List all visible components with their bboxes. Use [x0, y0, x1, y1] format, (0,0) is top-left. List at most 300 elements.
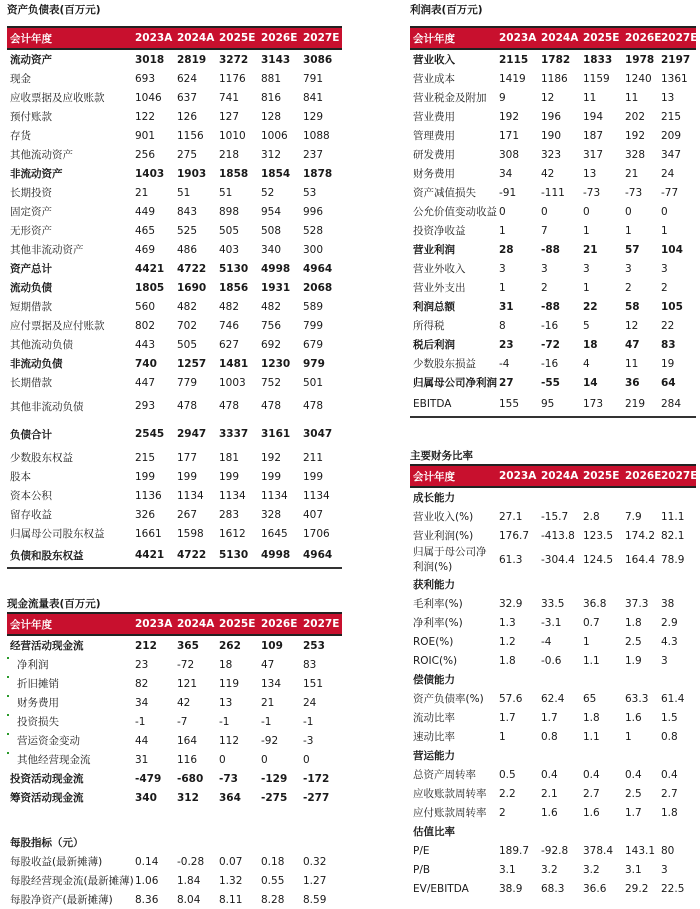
row-value: 12: [625, 319, 639, 332]
row-value: 21: [261, 696, 275, 709]
row-value: [538, 670, 580, 689]
row-value: 4998: [258, 543, 300, 568]
row-label: 现金: [10, 73, 31, 85]
row-value: 22: [583, 300, 598, 313]
row-value: 3272: [219, 53, 249, 66]
row-value: 2: [661, 281, 668, 294]
row-value: 3: [541, 262, 548, 275]
row-value: 155: [496, 392, 538, 417]
row-value: 47: [625, 338, 640, 351]
table-row: [410, 841, 696, 860]
cash-flow-table: [7, 612, 342, 807]
row-value: 61.4: [661, 692, 685, 705]
row-label: 筹资活动现金流: [10, 792, 84, 804]
row-label: 每股净资产(最新摊薄): [10, 894, 113, 906]
table-row: [410, 183, 696, 202]
row-value: 126: [177, 110, 198, 123]
row-value: 275: [177, 148, 198, 161]
row-value: 0: [303, 753, 310, 766]
row-value: [496, 822, 538, 841]
table-row: [410, 126, 696, 145]
table-row: [7, 221, 342, 240]
row-value: 3.2: [583, 863, 600, 876]
row-value: 9: [499, 91, 506, 104]
row-label: 短期借款: [10, 301, 52, 313]
table-row: [410, 746, 696, 765]
row-value: 24: [661, 167, 675, 180]
row-value: 124.5: [583, 554, 614, 566]
row-value: 5130: [219, 262, 249, 275]
row-value: 501: [303, 376, 324, 389]
row-value: 13: [583, 167, 597, 180]
row-label: EBITDA: [410, 392, 496, 417]
row-value: 996: [303, 205, 324, 218]
row-label: 留存收益: [10, 509, 52, 521]
row-label: 营业成本: [413, 73, 455, 85]
table-row: [410, 297, 696, 316]
table-row: [410, 487, 696, 507]
row-value: 2.5: [625, 787, 642, 800]
row-value: 2.1: [541, 787, 558, 800]
row-value: 3: [625, 262, 632, 275]
row-value: 478: [261, 400, 282, 412]
row-value: 449: [135, 205, 156, 218]
row-label: 所得税: [413, 320, 445, 332]
row-value: 0: [499, 205, 506, 218]
row-value: 505: [219, 224, 240, 237]
row-value: 283: [219, 508, 240, 521]
cash-flow-body: [7, 635, 342, 807]
header-cell: 会计年度: [410, 27, 496, 49]
row-label: 其他经营现金流: [7, 750, 132, 769]
row-value: 7: [541, 224, 548, 237]
row-value: 0.4: [661, 768, 678, 781]
row-value: 104: [661, 243, 683, 256]
row-label: P/B: [413, 863, 431, 876]
row-value: [538, 575, 580, 594]
row-label: 每股收益(最新摊薄): [10, 856, 103, 868]
row-value: 881: [261, 72, 282, 85]
row-value: 1134: [177, 489, 204, 502]
table-header-row: [7, 27, 342, 49]
row-value: -0.28: [177, 855, 205, 868]
row-value: 18: [583, 338, 598, 351]
header-cell: 2027E: [300, 27, 342, 49]
row-value: 4421: [135, 262, 165, 275]
row-value: 47: [261, 658, 275, 671]
row-value: 791: [303, 72, 324, 85]
row-value: 4: [583, 357, 590, 370]
cash-flow-panel: [7, 596, 342, 909]
row-value: 1.3: [499, 616, 516, 629]
row-label: 速动比率: [413, 731, 455, 743]
table-header-row: [410, 27, 696, 49]
row-value: 1.7: [625, 806, 642, 819]
row-label: 存货: [10, 130, 31, 142]
row-value: 38: [661, 597, 675, 610]
row-value: 34: [135, 696, 149, 709]
row-value: 525: [177, 224, 198, 237]
row-value: 1805: [135, 281, 165, 294]
table-header-row: [410, 465, 696, 487]
table-row: [7, 373, 342, 392]
row-value: 8.04: [177, 893, 201, 906]
row-value: 181: [219, 451, 240, 464]
row-value: -92: [261, 734, 279, 747]
row-value: 1.6: [583, 806, 600, 819]
header-cell: 2026E: [622, 27, 658, 49]
row-value: 129: [303, 110, 324, 123]
row-value: 1.8: [625, 616, 642, 629]
row-value: 1.06: [135, 874, 159, 887]
row-value: 119: [219, 677, 240, 690]
row-value: 741: [219, 91, 240, 104]
row-value: 1134: [219, 489, 246, 502]
table-row: [410, 670, 696, 689]
row-value: 34: [499, 167, 513, 180]
table-row: [410, 651, 696, 670]
row-value: 63.3: [625, 692, 649, 705]
row-value: 1.7: [541, 711, 558, 724]
row-value: 3337: [219, 428, 249, 440]
row-value: 11: [625, 91, 639, 104]
row-value: 219: [622, 392, 658, 417]
row-label: 固定资产: [10, 206, 52, 218]
row-value: 0: [219, 753, 226, 766]
row-value: 1.9: [625, 654, 642, 667]
row-value: 14: [583, 376, 598, 389]
row-label: 折旧摊销: [7, 674, 132, 693]
row-value: 317: [583, 148, 604, 161]
row-value: 262: [219, 639, 241, 652]
row-value: -92.8: [541, 844, 569, 857]
row-value: 65: [583, 692, 597, 705]
row-value: -91: [499, 186, 517, 199]
row-value: 693: [135, 72, 156, 85]
row-value: 1: [583, 281, 590, 294]
row-value: 1833: [583, 53, 613, 66]
row-value: 323: [541, 148, 562, 161]
row-value: -129: [261, 772, 288, 785]
row-label: 税后利润: [413, 339, 455, 351]
row-value: 62.4: [541, 692, 565, 705]
row-value: 52: [261, 186, 275, 199]
row-value: 756: [261, 319, 282, 332]
row-label: 股本: [10, 471, 31, 483]
table-row: [410, 107, 696, 126]
table-row: [7, 240, 342, 259]
row-value: [496, 746, 538, 765]
row-label: 非流动资产: [10, 168, 63, 180]
row-value: -88: [541, 300, 560, 313]
row-value: 189.7: [499, 844, 530, 857]
row-value: [658, 822, 696, 841]
row-value: 1.8: [583, 711, 600, 724]
table-row: [410, 689, 696, 708]
row-value: 0.18: [261, 855, 285, 868]
row-label: 流动资产: [10, 54, 52, 66]
table-row: [7, 543, 342, 568]
row-label: 少数股东损益: [413, 358, 476, 370]
row-value: [622, 575, 658, 594]
row-value: 1088: [303, 129, 330, 142]
row-value: 5130: [216, 543, 258, 568]
row-value: 12: [541, 91, 555, 104]
row-value: 1854: [261, 167, 291, 180]
row-value: 1: [583, 635, 590, 648]
row-value: -1: [219, 715, 230, 728]
table-row: [7, 788, 342, 807]
table-row: [7, 524, 342, 543]
row-value: 19: [661, 357, 675, 370]
row-label: 资产总计: [10, 263, 52, 275]
row-value: 83: [661, 338, 676, 351]
row-value: 164: [177, 734, 198, 747]
row-value: 0.4: [541, 768, 558, 781]
row-value: 308: [499, 148, 520, 161]
row-label: 公允价值变动收益: [413, 206, 497, 218]
row-value: 312: [177, 791, 199, 804]
row-value: 746: [219, 319, 240, 332]
row-label: 其他非流动资产: [10, 244, 84, 256]
row-label: 营业利润: [413, 244, 455, 256]
row-value: 1.7: [499, 711, 516, 724]
row-label: 流动负债: [10, 282, 52, 294]
row-label: 其他流动资产: [10, 149, 73, 161]
row-value: 1006: [261, 129, 288, 142]
table-row: [410, 507, 696, 526]
row-label: 总资产周转率: [413, 769, 476, 781]
row-value: 3047: [303, 428, 333, 440]
row-value: 82: [135, 677, 149, 690]
table-row: [7, 69, 342, 88]
income-statement-panel: [410, 2, 696, 418]
row-value: 443: [135, 338, 156, 351]
row-value: 1: [625, 730, 632, 743]
row-value: 21: [625, 167, 639, 180]
row-value: 340: [135, 791, 157, 804]
row-value: 901: [135, 129, 156, 142]
row-label: 研发费用: [413, 149, 455, 161]
table-row: [7, 183, 342, 202]
row-value: 187: [583, 129, 604, 142]
row-value: 218: [219, 148, 240, 161]
row-label: ROE(%): [413, 635, 454, 648]
row-value: 752: [261, 376, 282, 389]
row-value: 2.5: [625, 635, 642, 648]
row-value: -73: [219, 772, 238, 785]
row-value: 2197: [661, 53, 691, 66]
row-value: 199: [177, 470, 198, 483]
row-value: 1858: [219, 167, 249, 180]
table-row: [7, 202, 342, 221]
row-value: [658, 670, 696, 689]
row-label: EV/EBITDA: [413, 882, 469, 895]
row-value: 1419: [499, 72, 526, 85]
row-value: 105: [661, 300, 683, 313]
row-value: 1046: [135, 91, 162, 104]
row-value: 1645: [261, 527, 288, 540]
row-value: 13: [219, 696, 233, 709]
row-value: 1: [499, 730, 506, 743]
row-value: 505: [177, 338, 198, 351]
row-value: 42: [541, 167, 555, 180]
row-label: P/E: [413, 844, 430, 857]
row-value: 196: [541, 110, 562, 123]
row-value: -111: [541, 186, 565, 199]
row-label: 负债合计: [10, 428, 52, 441]
row-value: 1903: [177, 167, 207, 180]
row-value: 33.5: [541, 597, 565, 610]
row-value: 3: [661, 262, 668, 275]
row-value: 32.9: [499, 597, 523, 610]
row-label: 利润总额: [413, 301, 455, 313]
row-label: 少数股东权益: [10, 452, 73, 464]
row-value: 328: [625, 148, 646, 161]
row-value: [580, 670, 622, 689]
table-row: [410, 594, 696, 613]
row-value: 192: [499, 110, 520, 123]
row-value: -72: [177, 658, 195, 671]
row-value: 253: [303, 639, 325, 652]
table-row: [7, 655, 342, 674]
row-value: -1: [303, 715, 314, 728]
row-value: 1.32: [219, 874, 243, 887]
row-value: 1.2: [499, 635, 516, 648]
per-share-title-row: [7, 833, 342, 852]
row-value: 482: [219, 300, 240, 313]
row-value: 1257: [177, 357, 207, 370]
row-value: 256: [135, 148, 156, 161]
row-value: 312: [261, 148, 282, 161]
income-statement-body: [410, 49, 696, 417]
row-value: 0.32: [303, 855, 327, 868]
row-label: 营业外支出: [413, 282, 466, 294]
row-value: 1: [583, 224, 590, 237]
row-value: 267: [177, 508, 198, 521]
table-row: [7, 712, 342, 731]
table-row: [410, 202, 696, 221]
row-value: [580, 487, 622, 507]
cash-flow-title: 现金流量表(百万元): [7, 598, 101, 610]
row-value: 347: [661, 148, 682, 161]
row-value: [658, 575, 696, 594]
row-value: 1156: [177, 129, 204, 142]
header-cell: 2024A: [174, 27, 216, 49]
row-value: -4: [499, 357, 510, 370]
row-value: 1003: [219, 376, 246, 389]
row-value: 1230: [261, 357, 291, 370]
row-value: 8.11: [219, 893, 243, 906]
table-row: [7, 278, 342, 297]
row-value: 560: [135, 300, 156, 313]
row-value: 0: [541, 205, 548, 218]
row-value: 679: [303, 338, 324, 351]
table-row: [410, 708, 696, 727]
row-label: 营业费用: [413, 111, 455, 123]
row-label: 预付账款: [10, 111, 52, 123]
row-value: 4964: [300, 543, 342, 568]
row-value: 192: [625, 129, 646, 142]
table-row: [7, 420, 342, 448]
row-label: 流动比率: [413, 712, 455, 724]
header-cell: 2027E: [658, 465, 696, 487]
row-value: 29.2: [625, 882, 649, 895]
row-value: 3: [661, 654, 668, 667]
row-value: 2.7: [583, 787, 600, 800]
header-cell: 2025E: [216, 27, 258, 49]
row-value: 1134: [303, 489, 330, 502]
row-label: 偿债能力: [413, 674, 455, 686]
table-row: [410, 221, 696, 240]
row-value: 38.9: [499, 882, 523, 895]
table-row: [410, 335, 696, 354]
table-row: [410, 49, 696, 69]
row-value: [622, 670, 658, 689]
header-cell: 会计年度: [410, 465, 496, 487]
row-value: 0.14: [135, 855, 159, 868]
row-label: 其他流动负债: [10, 339, 73, 351]
row-value: 44: [135, 734, 149, 747]
row-value: 486: [177, 243, 198, 256]
header-cell: 2023A: [132, 613, 174, 635]
row-label: 营业收入(%): [413, 511, 474, 523]
table-row: [7, 107, 342, 126]
row-value: 4421: [132, 543, 174, 568]
row-label: 资本公积: [10, 490, 52, 502]
row-value: 134: [261, 677, 282, 690]
row-value: 190: [541, 129, 562, 142]
row-value: -3.1: [541, 616, 562, 629]
row-value: 898: [219, 205, 240, 218]
row-label: 营业利润(%): [413, 530, 474, 542]
row-value: 164.4: [625, 554, 656, 566]
row-value: 209: [661, 129, 682, 142]
header-cell: 2027E: [658, 27, 696, 49]
header-cell: 2024A: [538, 27, 580, 49]
row-value: 53: [303, 186, 317, 199]
row-value: 478: [177, 400, 198, 412]
row-value: 2: [499, 806, 506, 819]
table-row: [7, 126, 342, 145]
row-value: 194: [583, 110, 604, 123]
row-value: 624: [177, 72, 198, 85]
header-cell: 2025E: [216, 613, 258, 635]
row-value: 199: [261, 470, 282, 483]
row-label: 资产负债率(%): [413, 693, 484, 705]
row-value: 1856: [219, 281, 249, 294]
row-value: 11.1: [661, 510, 685, 523]
table-row: [410, 822, 696, 841]
table-row: [7, 467, 342, 486]
row-label: 长期投资: [10, 187, 52, 199]
row-value: 508: [261, 224, 282, 237]
row-value: 328: [261, 508, 282, 521]
row-value: 1159: [583, 72, 610, 85]
row-label: 非流动负债: [10, 358, 63, 370]
row-value: 1.1: [583, 654, 600, 667]
row-value: 469: [135, 243, 156, 256]
row-label: 成长能力: [413, 492, 455, 504]
row-label: 毛利率(%): [413, 598, 463, 610]
row-label: 净利润: [7, 655, 132, 674]
row-value: -73: [583, 186, 601, 199]
row-value: -3: [303, 734, 314, 747]
row-label: 归属母公司股东权益: [10, 528, 105, 540]
table-row: [410, 278, 696, 297]
row-label: 应付账款周转率: [413, 807, 487, 819]
table-row: [7, 164, 342, 183]
